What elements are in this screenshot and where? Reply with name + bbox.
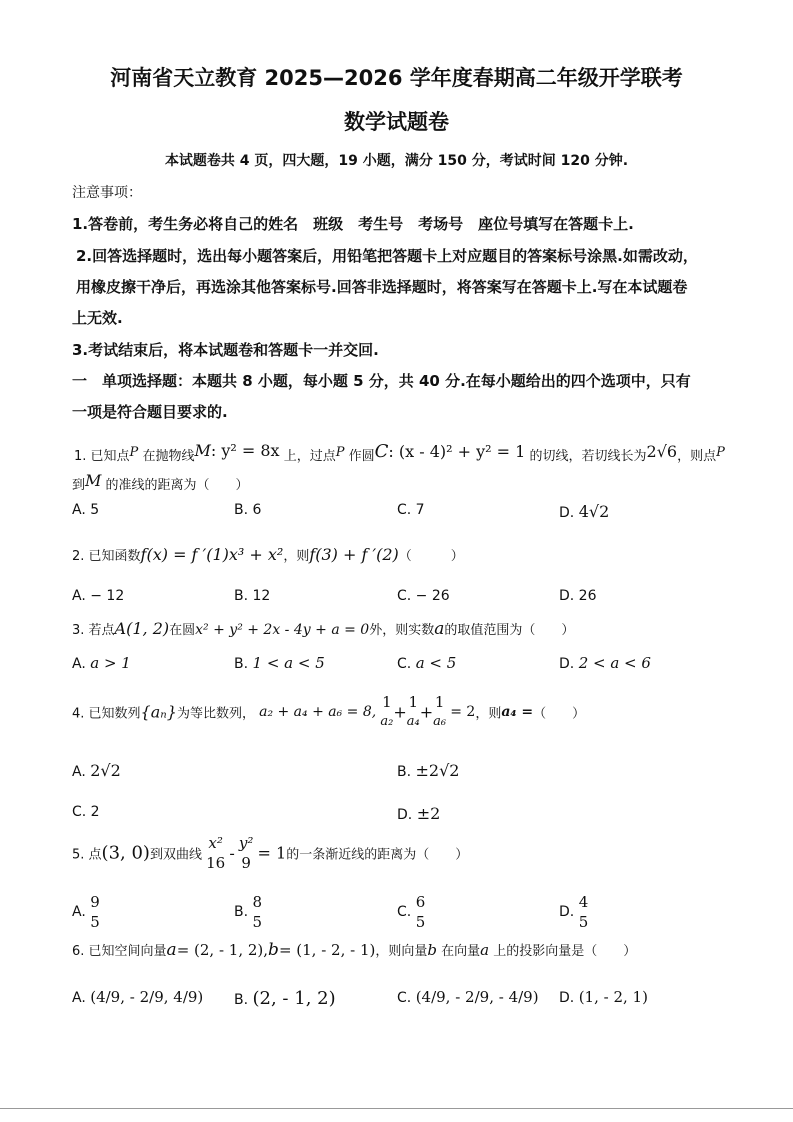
q3-option-a: A. a > 1 xyxy=(72,654,131,672)
q1-option-a: A. 5 xyxy=(72,502,100,518)
question-4: 4. 已知数列{aₙ}为等比数列， a₂ + a₄ + a₆ = 8, 1 a₂ + 1 a₄ + 1 a₆ = 2，则a₄ =（ ） xyxy=(72,692,585,742)
q3-option-d: D. 2 < a < 6 xyxy=(559,654,651,672)
notes-heading: 注意事项： xyxy=(72,185,142,201)
note-2-line2: 用橡皮擦干净后，再选涂其他答案标号.回答非选择题时，将答案写在答题卡上.写在本试题卷 xyxy=(76,278,688,296)
q5-option-d: D. 4 5 xyxy=(559,893,589,931)
exam-title: 河南省天立教育 2025—2026 学年度春期高二年级开学联考 xyxy=(110,66,683,90)
fraction-1-a2: 1 a₂ xyxy=(380,693,394,729)
q2-option-a: A. − 12 xyxy=(72,588,125,604)
note-2-line1: 2.回答选择题时，选出每小题答案后，用铅笔把答题卡上对应题目的答案标号涂黑.如需改动， xyxy=(76,247,698,265)
q1-option-d: D. 4√2 xyxy=(559,502,610,521)
function-definition: f(x) = f ′(1)x³ + x² xyxy=(140,545,284,564)
q1-option-c: C. 7 xyxy=(397,502,425,518)
question-6: 6. 已知空间向量a= (2, - 1, 2),b= (1, - 2, - 1)，则向量b 在向量a 上的投影向量是（ ） xyxy=(72,940,637,960)
q3-option-c: C. a < 5 xyxy=(397,654,457,672)
tangent-length: 2√6 xyxy=(646,442,678,461)
note-3: 3.考试结束后，将本试题卷和答题卡一并交回. xyxy=(72,341,379,359)
question-1-cont: 到M 的准线的距离为（ ） xyxy=(72,471,249,493)
hyperbola-term-x: x² 16 xyxy=(206,834,226,872)
question-1: 1. 已知点P 在抛物线M: y² = 8x 上，过点P 作圆C: (x - 4)² + y² = 1 的切线，若切线长为2√6，则点P xyxy=(74,441,725,464)
q5-option-b: B. 8 5 xyxy=(234,893,263,931)
circle-equation-q3: x² + y² + 2x - 4y + a = 0 xyxy=(195,622,370,638)
q4-option-c: C. 2 xyxy=(72,804,100,820)
q6-option-c: C. (4/9, - 2/9, - 4/9) xyxy=(397,988,539,1006)
section-1-heading: 一 单项选择题：本题共 8 小题，每小题 5 分，共 40 分.在每小题给出的四个选项中，只有 xyxy=(72,372,691,390)
question-3: 3. 若点A(1, 2)在圆x² + y² + 2x - 4y + a = 0外，则实数a的取值范围为（ ） xyxy=(72,619,575,639)
q6-option-b: B. (2, - 1, 2) xyxy=(234,988,336,1009)
q4-option-b: B. ±2√2 xyxy=(397,761,460,780)
q5-option-c: C. 6 5 xyxy=(397,893,426,931)
q2-option-b: B. 12 xyxy=(234,588,271,604)
section-1-heading-cont: 一项是符合题目要求的. xyxy=(72,403,228,421)
fraction-1-a6: 1 a₆ xyxy=(433,693,447,729)
exam-subject-title: 数学试题卷 xyxy=(344,110,449,134)
page-bottom-divider xyxy=(0,1108,793,1109)
note-2-line3: 上无效. xyxy=(72,309,123,327)
fraction-1-a4: 1 a₄ xyxy=(406,693,420,729)
q1-option-b: B. 6 xyxy=(234,502,262,518)
sum-condition: a₂ + a₄ + a₆ = 8, xyxy=(259,704,377,720)
question-2: 2. 已知函数f(x) = f ′(1)x³ + x²，则f(3) + f ′(2)（ ） xyxy=(72,545,464,564)
vector-b: = (1, - 2, - 1) xyxy=(278,941,376,959)
q6-option-d: D. (1, - 2, 1) xyxy=(559,988,648,1006)
parabola-equation: : y² = 8x xyxy=(210,441,280,460)
q4-option-a: A. 2√2 xyxy=(72,761,121,780)
q2-option-d: D. 26 xyxy=(559,588,597,604)
note-1: 1.答卷前，考生务必将自己的姓名 班级 考生号 考场号 座位号填写在答题卡上. xyxy=(72,215,634,233)
q2-option-c: C. − 26 xyxy=(397,588,450,604)
q4-option-d: D. ±2 xyxy=(397,804,441,823)
question-5: 5. 点(3, 0)到双曲线 x² 16 - y² 9 = 1的一条渐近线的距离为（ ） xyxy=(72,834,469,872)
hyperbola-term-y: y² 9 xyxy=(238,834,254,872)
exam-info: 本试题卷共 4 页，四大题，19 小题，满分 150 分，考试时间 120 分钟. xyxy=(164,153,629,169)
vector-a: = (2, - 1, 2), xyxy=(176,941,269,959)
q5-option-a: A. 9 5 xyxy=(72,893,100,931)
circle-equation: : (x - 4)² + y² = 1 xyxy=(388,442,526,461)
q3-option-b: B. 1 < a < 5 xyxy=(234,654,325,672)
q6-option-a: A. (4/9, - 2/9, 4/9) xyxy=(72,988,204,1006)
